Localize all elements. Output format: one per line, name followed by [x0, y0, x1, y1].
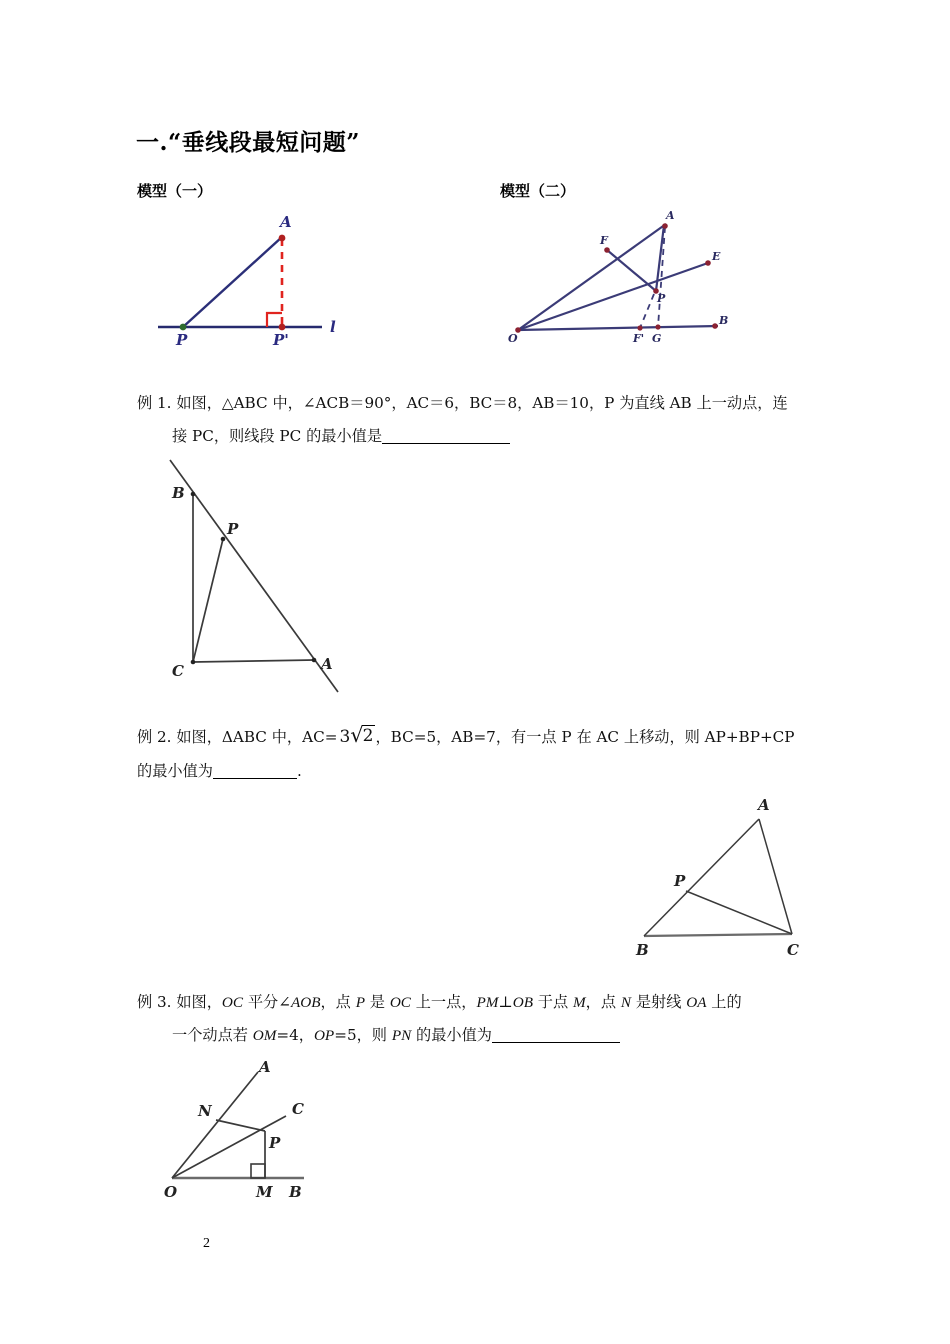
radical-radicand: 2: [362, 726, 374, 746]
problem-1-line-2: [172, 420, 510, 453]
line-through-bpa: [170, 460, 338, 692]
label-o: O: [508, 332, 518, 345]
point-p-dot: [180, 324, 187, 331]
label-p: P: [674, 872, 686, 890]
problem-3-t5: ⊥: [498, 993, 513, 1011]
figure-example-1: [150, 452, 380, 700]
label-b: B: [636, 941, 649, 959]
model-one-label: 模型（一）: [137, 182, 213, 200]
problem-3-l2m1: OM: [252, 1027, 277, 1044]
label-a: A: [321, 655, 333, 673]
problem-1-text-1: 如图，△ABC 中，∠ACB＝90°，AC＝6，BC＝8，AB＝10，P 为直线 AB 上一动点，连: [176, 394, 788, 412]
segment-bc: [644, 934, 792, 936]
problem-3-t3: 是: [364, 993, 390, 1011]
point-a-dot: [662, 223, 668, 229]
label-a: A: [259, 1058, 271, 1076]
ray-oa: [518, 224, 666, 330]
segment-cp: [193, 539, 223, 662]
radical-symbol: √: [350, 723, 364, 747]
label-a: A: [280, 213, 292, 231]
problem-2-line-1: [137, 721, 795, 754]
problem-3-l2t3: =5，则: [334, 1026, 392, 1044]
problem-2-answer-blank[interactable]: [213, 778, 297, 779]
problem-2-text-4: .: [296, 762, 302, 780]
point-e-dot: [705, 260, 711, 266]
label-m: M: [256, 1183, 273, 1201]
problem-3-m4: OC: [389, 994, 411, 1011]
problem-3-t9: 上的: [706, 993, 742, 1011]
segment-ba: [644, 819, 759, 936]
problem-1-answer-blank[interactable]: [382, 443, 510, 444]
segment-pc: [686, 891, 792, 934]
problem-3-m7: M: [573, 994, 586, 1011]
problem-3-answer-blank[interactable]: [492, 1042, 620, 1043]
label-line-l: l: [330, 318, 336, 336]
problem-3-t0: 如图，: [176, 993, 222, 1011]
problem-2-text-3: 的最小值为: [137, 762, 213, 780]
problem-3-l2m3: PN: [391, 1027, 412, 1044]
problem-3-number: 例 3.: [137, 993, 172, 1011]
ray-oe: [518, 263, 708, 330]
problem-3-line-1: [137, 986, 742, 1019]
label-f: F: [600, 234, 608, 247]
problem-3-l2t2: =4，: [276, 1026, 314, 1044]
model-two-label: 模型（二）: [500, 182, 576, 200]
label-c: C: [292, 1100, 304, 1118]
figure-model-two: [500, 206, 740, 351]
problem-3-t8: 是射线: [631, 993, 687, 1011]
problem-3-l2t1: 一个动点若: [172, 1026, 253, 1044]
segment-ap: [656, 225, 664, 291]
point-c-dot: [191, 660, 196, 665]
dashed-pfprime: [640, 294, 654, 328]
radical-coefficient: 3: [339, 727, 351, 747]
segment-np: [216, 1120, 265, 1131]
figure-model-one: [150, 208, 370, 348]
label-a: A: [758, 796, 770, 814]
right-angle-mark: [251, 1164, 265, 1178]
segment-fp: [607, 250, 656, 291]
label-e: E: [712, 250, 721, 263]
label-g: G: [652, 332, 662, 345]
page-number: 2: [203, 1236, 210, 1251]
problem-2-text-1: 如图，ΔABC 中，AC=: [176, 728, 338, 746]
label-p: P: [227, 520, 239, 538]
problem-1-text-2: 接 PC，则线段 PC 的最小值是: [172, 427, 383, 445]
label-b: B: [172, 484, 185, 502]
problem-3-t4: 上一点，: [410, 993, 477, 1011]
problem-3-l2t4: 的最小值为: [411, 1026, 492, 1044]
ray-ob: [518, 326, 718, 330]
page-title: 一.“垂线段最短问题”: [136, 129, 360, 156]
point-a-dot: [279, 235, 286, 242]
problem-1-number: 例 1.: [137, 394, 172, 412]
label-p: P: [657, 292, 666, 305]
problem-2-line-2: [137, 755, 302, 788]
point-b-dot: [712, 323, 718, 329]
problem-3-m6: OB: [512, 994, 533, 1011]
problem-2-text-2: ，BC=5，AB=7，有一点 P 在 AC 上移动，则 AP+BP+CP: [375, 728, 795, 746]
problem-3-m1: OC: [221, 994, 244, 1011]
label-o: O: [164, 1183, 178, 1201]
figure-example-2: [592, 790, 842, 960]
problem-3-t7: ，点: [585, 993, 621, 1011]
point-pprime-dot: [279, 324, 286, 331]
label-b: B: [289, 1183, 302, 1201]
problem-3-m9: OA: [686, 994, 707, 1011]
problem-3-m2: AOB: [290, 994, 321, 1011]
point-b-dot: [191, 492, 196, 497]
problem-3-l2m2: OP: [313, 1027, 335, 1044]
ray-oa: [172, 1072, 258, 1178]
point-g-dot: [655, 324, 660, 329]
label-c: C: [172, 662, 184, 680]
label-p: P: [269, 1134, 281, 1152]
problem-3-m3: P: [355, 994, 365, 1011]
label-pprime: P': [273, 331, 289, 349]
radical-expression: [337, 721, 375, 754]
label-fprime: F': [633, 332, 645, 345]
problem-3-m8: N: [620, 994, 632, 1011]
label-c: C: [787, 941, 799, 959]
point-f-dot: [604, 247, 610, 253]
segment-ca: [193, 660, 314, 662]
point-a-dot: [312, 658, 317, 663]
point-p-dot: [221, 537, 226, 542]
problem-1-line-1: [137, 387, 788, 420]
label-b: B: [719, 314, 729, 327]
problem-3-m5: PM: [476, 994, 499, 1011]
point-fprime-dot: [637, 325, 642, 330]
segment-ac: [759, 819, 792, 934]
figure-example-3: [152, 1058, 362, 1213]
problem-3-line-2: [172, 1019, 620, 1052]
problem-3-t1: 平分∠: [243, 993, 291, 1011]
problem-3-t2: ，点: [320, 993, 356, 1011]
problem-3-t6: 于点: [532, 993, 574, 1011]
label-a: A: [666, 209, 675, 222]
problem-2-number: 例 2.: [137, 728, 172, 746]
label-p: P: [176, 331, 188, 349]
label-n: N: [198, 1102, 212, 1120]
